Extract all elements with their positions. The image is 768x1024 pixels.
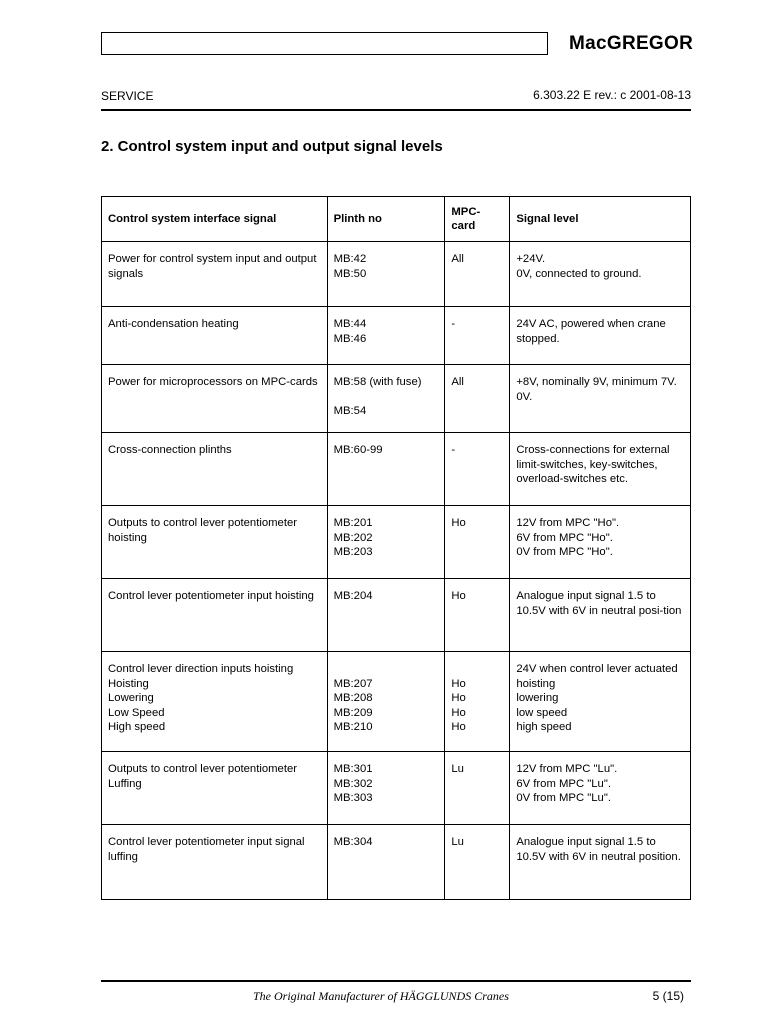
table-row	[102, 307, 691, 365]
cell-signal-level: 12V from MPC "Lu". 6V from MPC "Lu". 0V from MPC "Lu".	[510, 752, 691, 825]
cell-mpc-card: -	[445, 307, 510, 365]
column-header-signal-level: Signal level	[510, 197, 691, 242]
cell-signal-level: Analogue input signal 1.5 to 10.5V with 6V in neutral position.	[510, 825, 691, 900]
brand-logo-text: MacGREGOR	[569, 33, 694, 54]
department-label: SERVICE	[101, 89, 154, 103]
table-row	[102, 752, 691, 825]
header-rule	[101, 109, 691, 111]
cell-interface-signal: Power for control system input and output signals	[102, 242, 328, 307]
cell-interface-signal: Cross-connection plinths	[102, 433, 328, 506]
cell-interface-signal: Outputs to control lever potentiometer hoisting	[102, 506, 328, 579]
cell-interface-signal: Outputs to control lever potentiometer Luffing	[102, 752, 328, 825]
cell-plinth-no: MB:201 MB:202 MB:203	[327, 506, 445, 579]
cell-signal-level: +24V. 0V, connected to ground.	[510, 242, 691, 307]
cell-plinth-no: MB:207 MB:208 MB:209 MB:210	[327, 652, 445, 752]
column-header-plinth-no: Plinth no	[327, 197, 445, 242]
cell-plinth-no: MB:42 MB:50	[327, 242, 445, 307]
cell-signal-level: Analogue input signal 1.5 to 10.5V with 6V in neutral posi-tion	[510, 579, 691, 652]
cell-interface-signal: Control lever potentiometer input hoisting	[102, 579, 328, 652]
cell-plinth-no: MB:60-99	[327, 433, 445, 506]
table-row	[102, 825, 691, 900]
column-header-mpc-card: MPC-card	[445, 197, 510, 242]
cell-plinth-no: MB:304	[327, 825, 445, 900]
footer-rule	[101, 980, 691, 982]
document-reference: 6.303.22 E rev.: c 2001-08-13	[533, 88, 691, 102]
table-row	[102, 579, 691, 652]
section-title: 2. Control system input and output signal levels	[101, 138, 443, 155]
cell-plinth-no: MB:44 MB:46	[327, 307, 445, 365]
cell-interface-signal: Control lever direction inputs hoisting Hoisting Lowering Low Speed High speed	[102, 652, 328, 752]
footer-tagline: The Original Manufacturer of HÄGGLUNDS Cranes	[253, 989, 509, 1003]
cell-plinth-no: MB:58 (with fuse) MB:54	[327, 365, 445, 433]
cell-mpc-card: Lu	[445, 825, 510, 900]
table-header-row	[102, 197, 691, 242]
table-row	[102, 365, 691, 433]
table-row	[102, 242, 691, 307]
table-row	[102, 506, 691, 579]
cell-mpc-card: All	[445, 242, 510, 307]
cell-signal-level: 24V when control lever actuated hoisting lowering low speed high speed	[510, 652, 691, 752]
column-header-interface-signal: Control system interface signal	[102, 197, 328, 242]
cell-mpc-card: Ho	[445, 579, 510, 652]
cell-signal-level: 24V AC, powered when crane stopped.	[510, 307, 691, 365]
header-blank-box	[101, 32, 548, 55]
cell-interface-signal: Anti-condensation heating	[102, 307, 328, 365]
table-row	[102, 433, 691, 506]
cell-signal-level: Cross-connections for external limit-switches, key-switches, overload-switches etc.	[510, 433, 691, 506]
cell-interface-signal: Power for microprocessors on MPC-cards	[102, 365, 328, 433]
cell-mpc-card: Lu	[445, 752, 510, 825]
cell-signal-level: +8V, nominally 9V, minimum 7V. 0V.	[510, 365, 691, 433]
table-row	[102, 652, 691, 752]
cell-signal-level: 12V from MPC "Ho". 6V from MPC "Ho". 0V from MPC "Ho".	[510, 506, 691, 579]
cell-mpc-card: -	[445, 433, 510, 506]
cell-mpc-card: All	[445, 365, 510, 433]
cell-interface-signal: Control lever potentiometer input signal luffing	[102, 825, 328, 900]
cell-mpc-card: Ho Ho Ho Ho	[445, 652, 510, 752]
signal-levels-table	[101, 196, 691, 900]
cell-mpc-card: Ho	[445, 506, 510, 579]
page-number: 5 (15)	[652, 989, 684, 1003]
cell-plinth-no: MB:301 MB:302 MB:303	[327, 752, 445, 825]
cell-plinth-no: MB:204	[327, 579, 445, 652]
